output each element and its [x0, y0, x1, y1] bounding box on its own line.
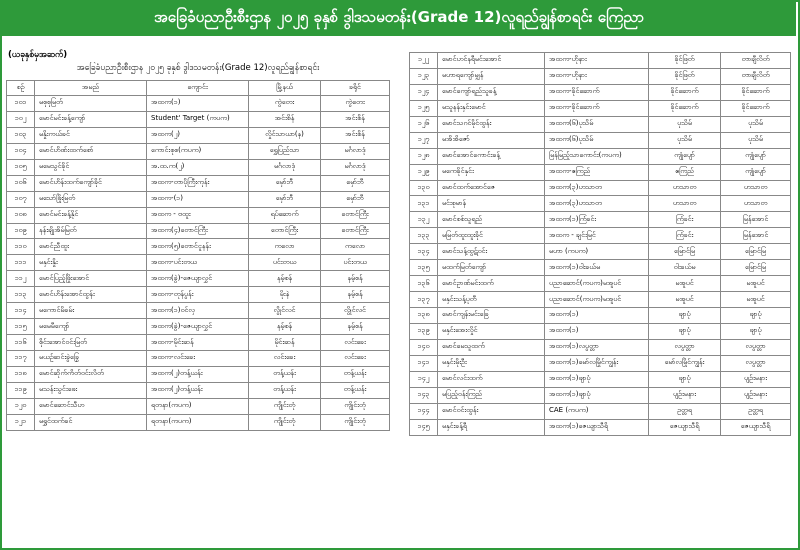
- cell-school: အ.ထ.က(၂): [147, 159, 249, 175]
- table-caption: အခြေခံပညာဦးစီးဌာန ၂၀၂၅ ခုနှစ် ဒွါဒသမတန်း(Grade 12)လူရည်ချွန်စာရင်း: [76, 63, 320, 73]
- cell-district: ကျုံပျော်: [721, 164, 791, 180]
- cell-school: အထက(၁)ဇေယျာသီရိ: [545, 419, 649, 435]
- cell-name: မောင်ဝင်းထွန်း: [438, 403, 545, 419]
- table-row: [410, 68, 791, 84]
- cell-township: ဖျာပုံ: [649, 323, 721, 339]
- cell-district: လပွတ္တာ: [721, 339, 791, 355]
- cell-no: ၁၀၉: [7, 223, 35, 239]
- col-header-no: စဉ်: [7, 81, 35, 96]
- cell-district: မအူပင်: [721, 276, 791, 292]
- cell-district: ဥတ္တရ: [721, 403, 791, 419]
- cell-no: ၁၁၃: [7, 287, 35, 303]
- cell-district: ပင်းတယ: [321, 255, 390, 271]
- cell-township: ဇေယျာသီရိ: [649, 419, 721, 435]
- cell-township: ကျိုင်းတုံ: [249, 398, 321, 414]
- cell-school: အထက(၁)ကြံခင်း: [545, 212, 649, 228]
- cell-district: တန့်ယန်း: [321, 382, 390, 398]
- cell-township: ကျုံပျော်: [649, 148, 721, 164]
- cell-name: မသန်းသွင်းဖေး: [35, 382, 147, 398]
- cell-township: မြောင်မြ: [649, 244, 721, 260]
- cell-school: အထက-တာပိုကြီးကုန်း: [147, 175, 249, 191]
- cell-name: မယဉ်ဆင်းခွဲခြွေ: [35, 351, 147, 367]
- cell-township: ပုသိမ်: [649, 132, 721, 148]
- cell-name: မောင်ဆိုက်ကိတ်ဝင်းလိတ်: [35, 366, 147, 382]
- cell-school: အထက(၃)ဟသာတ: [545, 196, 649, 212]
- banner-title: အခြေခံပညာဦးစီးဌာန ၂၀၂၅ ခုနှစ် ဒွါဒသမတန်း(Grade 12)လူရည်ချွန်စာရင်း ကြေညာ: [2, 2, 796, 36]
- cell-school: အထက-ခိုင်ဆောက်: [545, 84, 649, 100]
- cell-no: ၁၃၁: [410, 196, 438, 212]
- table-row: [410, 244, 791, 260]
- cell-no: ၁၄၂: [410, 371, 438, 387]
- cell-township: ကြံခင်း: [649, 212, 721, 228]
- cell-school: ရတနာ(ကပက): [147, 398, 249, 414]
- cell-school: အထက(ခွဲ)-ဇေယျာလွှင်: [147, 271, 249, 287]
- cell-name: မောင်ပြည့်ဖြိုးအောင်: [35, 271, 147, 287]
- cell-district: မြန်အောင်: [721, 212, 791, 228]
- cell-school: အထက(၁): [545, 323, 649, 339]
- cell-district: အင်းစိန်: [321, 111, 390, 127]
- cell-district: မြောင်မြ: [721, 260, 791, 276]
- cell-school: အထက-ပင်းတယ: [147, 255, 249, 271]
- cell-school: အထက(၅)တောင်ငူနန်း: [147, 239, 249, 255]
- table-row: [7, 319, 390, 335]
- cell-name: မရွှင်ထက်ခင်: [35, 414, 147, 430]
- cell-district: ပုသိမ်: [721, 116, 791, 132]
- cell-no: ၁၂၁: [7, 414, 35, 430]
- cell-school: အထက(၂): [147, 127, 249, 143]
- cell-township: မအူပင်: [649, 292, 721, 308]
- cell-name: မောင်ကျန်းမင်းခြေ: [438, 308, 545, 324]
- table-row: [7, 398, 390, 414]
- cell-no: ၁၃၀: [410, 180, 438, 196]
- table-row: [410, 323, 791, 339]
- cell-district: ကျိုင်းတုံ: [321, 398, 390, 414]
- cell-school: အထက(၁)ဝါးခယ်မ: [545, 260, 649, 276]
- cell-name: မနှင်းခန့်ရီ: [438, 419, 545, 435]
- cell-name: မောင်ဟိန်းအောင်ထွန်း: [35, 287, 147, 303]
- table-row: [410, 228, 791, 244]
- cell-no: ၁၀၃: [7, 127, 35, 143]
- cell-township: ခိုင်ဆောက်: [649, 84, 721, 100]
- cell-district: နမ့်စန်: [321, 271, 390, 287]
- cell-name: မောင်ညီထူး: [35, 239, 147, 255]
- left-panel: [6, 49, 390, 431]
- cell-school: အထက - ဗထူး: [147, 207, 249, 223]
- cell-school: အထက(၃)ဟသာတ: [545, 180, 649, 196]
- cell-no: ၁၄၀: [410, 339, 438, 355]
- table-row: [7, 414, 390, 430]
- col-header-name: အမည်: [35, 81, 147, 96]
- cell-name: စိုင်းအောင်ဝင်းမြတ်: [35, 335, 147, 351]
- cell-no: ၁၂၆: [410, 116, 438, 132]
- table-row: [410, 419, 791, 435]
- table-row: [410, 387, 791, 403]
- cell-no: ၁၀၂: [7, 111, 35, 127]
- cell-name: မောင်သဂင်မိုင်ထွန်း: [438, 116, 545, 132]
- cell-district: နမ့်စန်: [321, 319, 390, 335]
- cell-school: အထက(ခွဲ)-ဇေယျာလွှင်: [147, 319, 249, 335]
- cell-name: မနှင်းနှိုး: [35, 255, 147, 271]
- cell-district: မှော်ဘီ: [321, 175, 390, 191]
- cell-name: မမြတ်ထူးထူးခိုင်: [438, 228, 545, 244]
- table-row: [410, 276, 791, 292]
- cell-township: ပင်းတယ: [249, 255, 321, 271]
- cell-district: နမ့်စန်: [321, 287, 390, 303]
- table-row: [7, 271, 390, 287]
- cell-township: မှော်ဘီ: [249, 175, 321, 191]
- table-row: [410, 212, 791, 228]
- cell-township: လပွတ္တာ: [649, 339, 721, 355]
- cell-township: ခိုင်ဆောက်: [649, 100, 721, 116]
- cell-school: အထက-ဧကြည်: [545, 164, 649, 180]
- cell-no: ၁၂၀: [7, 398, 35, 414]
- cell-name: မောင်ထက်အောင်ဇေ: [438, 180, 545, 196]
- cell-name: မောင်ဟိန်းထက်ကျော်ခိုင်: [35, 175, 147, 191]
- cell-district: မှော်ဘီ: [321, 191, 390, 207]
- table-row: [410, 116, 791, 132]
- cell-no: ၁၂၇: [410, 132, 438, 148]
- cell-township: ခိုင်ဖြတ်: [649, 68, 721, 84]
- cell-name: မောင်ကျော်ရည်သူခန့်: [438, 84, 545, 100]
- cell-district: တောင်ကြီး: [321, 207, 390, 223]
- cell-school: အထက(၁)ဖျာပုံ: [545, 371, 649, 387]
- cell-name: မအိအိဇော်: [438, 132, 545, 148]
- table-row: [410, 180, 791, 196]
- results-table-right: [409, 52, 791, 436]
- cell-school: မြန်မြည့်သာကောင်း(ကပက): [545, 148, 649, 164]
- cell-no: ၁၂၈: [410, 148, 438, 164]
- cell-township: လှိုင်သာယာ(န): [249, 127, 321, 143]
- cell-name: မင်းစုမာန်: [438, 196, 545, 212]
- cell-no: ၁၁၂: [7, 271, 35, 287]
- cell-no: ၁၂၂: [410, 53, 438, 69]
- cell-district: အင်းစိန်: [321, 127, 390, 143]
- cell-no: ၁၀၁: [7, 96, 35, 112]
- cell-no: ၁၁၅: [7, 319, 35, 335]
- cell-name: မောင်သန့်ထွဋ်ဝင်း: [438, 244, 545, 260]
- table-row: [7, 335, 390, 351]
- table-row: [410, 355, 791, 371]
- table-row: [7, 223, 390, 239]
- cell-district: တာချီလိတ်: [721, 53, 791, 69]
- cell-district: ကျိုင်းတုံ: [321, 414, 390, 430]
- cell-district: ဟသာတ: [721, 196, 791, 212]
- cell-no: ၁၁၁: [7, 255, 35, 271]
- cell-district: တောင်ကြီး: [321, 223, 390, 239]
- cell-school: အထက(၁): [147, 96, 249, 112]
- cell-name: မောင်လင်းထက်: [438, 371, 545, 387]
- cell-school: ရတနာ(ကပက): [147, 414, 249, 430]
- cell-name: မစုစုမြတ်: [35, 96, 147, 112]
- cell-no: ၁၀၄: [7, 143, 35, 159]
- cell-township: မော်လမြိုင်ကျွန်း: [649, 355, 721, 371]
- table-row: [7, 255, 390, 271]
- cell-school: အထက-ခိုင်ဆောက်: [545, 100, 649, 116]
- cell-school: အထက-(၁): [147, 191, 249, 207]
- cell-school: အထက(၂)တန့်ယန်း: [147, 382, 249, 398]
- cell-school: CAE (ကပက): [545, 403, 649, 419]
- cell-school: အထက(၆)ပုသိမ်: [545, 132, 649, 148]
- cell-school: အထက-မိုင်းဆန်: [147, 335, 249, 351]
- cell-name: နန်းချိုအိမ်မြတ်: [35, 223, 147, 239]
- left-table-body: [7, 96, 390, 431]
- cell-district: မြန်အောင်: [721, 228, 791, 244]
- cell-name: မောင်ဟင်နရီမင်းအောင်: [438, 53, 545, 69]
- cell-no: ၁၁၄: [7, 303, 35, 319]
- table-row: [7, 351, 390, 367]
- cell-township: ရွှေပြည်သာ: [249, 143, 321, 159]
- cell-name: မနှင်းအေးလှိုင်: [438, 323, 545, 339]
- cell-no: ၁၀၈: [7, 207, 35, 223]
- col-header-school: ကျောင်း: [147, 81, 249, 96]
- cell-school: ကောင်းစုစ(ကပက): [147, 143, 249, 159]
- cell-township: မိုင်းဆန်: [249, 335, 321, 351]
- cell-district: ကလော: [321, 239, 390, 255]
- cell-no: ၁၄၄: [410, 403, 438, 419]
- cell-township: ပျဉ်းမနား: [649, 387, 721, 403]
- cell-township: ကျိုင်းတုံ: [249, 414, 321, 430]
- cell-township: မိုးနဲ: [249, 287, 321, 303]
- cell-township: ဥတ္တရ: [649, 403, 721, 419]
- cell-name: မကေခိုင်နှင်း: [438, 164, 545, 180]
- cell-township: တောင်ကြီး: [249, 223, 321, 239]
- cell-school: အထက-လင်းခေး: [147, 351, 249, 367]
- table-row: [410, 53, 791, 69]
- cell-township: ပုသိမ်: [649, 116, 721, 132]
- cell-name: မောင်စစ်သူရည်: [438, 212, 545, 228]
- cell-name: မောင်မင်းခန့်ကျော်: [35, 111, 147, 127]
- continued-label: (ယခုနှစ်မှအဆက်): [8, 50, 68, 60]
- cell-name: မောင်အောင်ကောင်းခန့်: [438, 148, 545, 164]
- cell-no: ၁၂၃: [410, 68, 438, 84]
- cell-school: ပညာ‌ဆောင်(ကပက)မအူပင်: [545, 292, 649, 308]
- cell-name: မောင်မင်းခန့်နိုင်: [35, 207, 147, 223]
- table-row: [7, 191, 390, 207]
- table-row: [7, 96, 390, 112]
- cell-no: ၁၁၇: [7, 351, 35, 367]
- cell-township: ဖျာပုံ: [649, 371, 721, 387]
- cell-no: ၁၂၅: [410, 100, 438, 116]
- table-row: [7, 382, 390, 398]
- cell-no: ၁၃၂: [410, 212, 438, 228]
- cell-school: အထက(၂)တန့်ယန်း: [147, 366, 249, 382]
- cell-township: ဧကြည်: [649, 164, 721, 180]
- cell-district: ဖျာပုံ: [721, 323, 791, 339]
- cell-township: ဟသာတ: [649, 196, 721, 212]
- cell-district: လပွတ္တာ: [721, 355, 791, 371]
- cell-district: တန့်ယန်း: [321, 366, 390, 382]
- cell-district: ပျဉ်းမနား: [721, 387, 791, 403]
- cell-no: ၁၃၆: [410, 276, 438, 292]
- cell-school: အထက-တုန်ပွန်း: [147, 287, 249, 303]
- table-row: [7, 127, 390, 143]
- cell-no: ၁၃၈: [410, 308, 438, 324]
- cell-school: အထက-ဟိုနား: [545, 68, 649, 84]
- cell-name: မကောင်မိခမ်း: [35, 303, 147, 319]
- right-panel: [409, 52, 790, 436]
- cell-township: လင်းခေး: [249, 351, 321, 367]
- table-row: [410, 132, 791, 148]
- cell-district: မင်္ဂလာဒုံ: [321, 159, 390, 175]
- cell-district: တာချီလိတ်: [721, 68, 791, 84]
- table-row: [7, 366, 390, 382]
- table-row: [410, 100, 791, 116]
- cell-township: ကြံခင်း: [649, 228, 721, 244]
- cell-name: မနှင်းသန့်ပုတီ: [438, 292, 545, 308]
- cell-district: မအူပင်: [721, 292, 791, 308]
- cell-no: ၁၃၅: [410, 260, 438, 276]
- cell-district: ကွဲတေး: [321, 96, 390, 112]
- table-row: [7, 239, 390, 255]
- cell-district: လင်းခေး: [321, 335, 390, 351]
- table-row: [7, 287, 390, 303]
- cell-name: မနှိုးကယ်ခင်: [35, 127, 147, 143]
- cell-name: မသော်ဖြိုးမြတ်: [35, 191, 147, 207]
- cell-township: ကလော: [249, 239, 321, 255]
- cell-township: နမ့်စန်: [249, 271, 321, 287]
- table-row: [7, 159, 390, 175]
- cell-township: ကွဲတေး: [249, 96, 321, 112]
- cell-district: လင်းခေး: [321, 351, 390, 367]
- cell-no: ၁၁၆: [7, 335, 35, 351]
- cell-no: ၁၁၈: [7, 366, 35, 382]
- table-row: [410, 292, 791, 308]
- cell-name: မောင်ဆောင်သီဟ: [35, 398, 147, 414]
- col-header-district: ခရိုင်: [321, 81, 390, 96]
- cell-township: မအူပင်: [649, 276, 721, 292]
- cell-school: အထက(၁)မော်လမြိုင်ကျွန်း: [545, 355, 649, 371]
- table-row: [410, 339, 791, 355]
- cell-district: ပုသိမ်: [721, 132, 791, 148]
- table-row: [7, 303, 390, 319]
- cell-no: ၁၄၃: [410, 387, 438, 403]
- cell-district: မင်္ဂလာဒုံ: [321, 143, 390, 159]
- cell-name: မထက်မြတ်ကျော်: [438, 260, 545, 276]
- cell-district: ခိုင်ဆောက်: [721, 100, 791, 116]
- cell-name: မနှင်းမိုးဦး: [438, 355, 545, 371]
- col-header-township: မြို့နယ်: [249, 81, 321, 96]
- table-row: [7, 143, 390, 159]
- table-row: [410, 308, 791, 324]
- cell-no: ၁၄၅: [410, 419, 438, 435]
- cell-no: ၁၃၃: [410, 228, 438, 244]
- table-row: [410, 84, 791, 100]
- cell-name: မောင်ဟိဏ်းထက်စော်: [35, 143, 147, 159]
- cell-school: မဟာ (ကပက): [545, 244, 649, 260]
- cell-township: ဖျာပုံ: [649, 308, 721, 324]
- cell-township: ရပ်ဆောက်: [249, 207, 321, 223]
- table-row: [410, 148, 791, 164]
- cell-name: မဟာရကျော်မျှန်: [438, 68, 545, 84]
- table-row: [7, 207, 390, 223]
- cell-township: ဝါးခယ်မ: [649, 260, 721, 276]
- cell-no: ၁၃၇: [410, 292, 438, 308]
- table-row: [410, 164, 791, 180]
- cell-district: ခိုင်ဆောက်: [721, 84, 791, 100]
- cell-name: မသူနန်းနှင်းမောင်: [438, 100, 545, 116]
- cell-name: မောင်မေသူထက်: [438, 339, 545, 355]
- cell-district: ဟသာတ: [721, 180, 791, 196]
- cell-township: မင်္ဂလာဒုံ: [249, 159, 321, 175]
- cell-school: အထက-ဟိုနား: [545, 53, 649, 69]
- cell-school: အထက(၁)လပွတ္တာ: [545, 339, 649, 355]
- cell-district: ပျဉ်းမနား: [721, 371, 791, 387]
- table-row: [7, 111, 390, 127]
- cell-township: မှော်ဘီ: [249, 191, 321, 207]
- cell-township: တန့်ယန်း: [249, 366, 321, 382]
- cell-school: အထက - ချင်းမြင်: [545, 228, 649, 244]
- table-row: [410, 260, 791, 276]
- cell-no: ၁၂၉: [410, 164, 438, 180]
- cell-school: အထက(၁)ဖျာပုံ: [545, 387, 649, 403]
- cell-school: အထက(၁): [545, 308, 649, 324]
- cell-township: ခိုင်ဖြတ်: [649, 53, 721, 69]
- cell-no: ၁၀၆: [7, 175, 35, 191]
- cell-township: ဟသာတ: [649, 180, 721, 196]
- table-header-row: [7, 81, 390, 96]
- cell-township: တန့်ယန်း: [249, 382, 321, 398]
- cell-name: မမေသွင်ခိုင်: [35, 159, 147, 175]
- table-row: [410, 196, 791, 212]
- cell-name: မပြည့်ဝန်းကြည်: [438, 387, 545, 403]
- cell-township: အင်းစိန်: [249, 111, 321, 127]
- cell-school: အထက(၆)ပုသိမ်: [545, 116, 649, 132]
- right-table-body: [410, 53, 791, 436]
- cell-school: Student' Target (ကပက): [147, 111, 249, 127]
- cell-name: မမေမီကျော်: [35, 319, 147, 335]
- table-row: [410, 371, 791, 387]
- results-table-left: [6, 80, 390, 431]
- cell-no: ၁၃၉: [410, 323, 438, 339]
- cell-name: မောင်ဥာဏ်မင်းထက်: [438, 276, 545, 292]
- cell-township: နမ့်စန်: [249, 319, 321, 335]
- cell-no: ၁၂၄: [410, 84, 438, 100]
- cell-school: ပညာ‌ဆောင်(ကပက)မအူပင်: [545, 276, 649, 292]
- cell-township: လွိုင်လင်: [249, 303, 321, 319]
- cell-no: ၁၀၇: [7, 191, 35, 207]
- cell-no: ၁၁၉: [7, 382, 35, 398]
- cell-no: ၁၃၄: [410, 244, 438, 260]
- table-row: [410, 403, 791, 419]
- cell-district: ကျုံပျော်: [721, 148, 791, 164]
- cell-school: အထက(၁)ဝင်လှ: [147, 303, 249, 319]
- cell-school: အထက(၄)တောင်ကြီး: [147, 223, 249, 239]
- cell-no: ၁၁၀: [7, 239, 35, 255]
- cell-district: မြောင်မြ: [721, 244, 791, 260]
- cell-district: ဇေယျာသီရိ: [721, 419, 791, 435]
- table-row: [7, 175, 390, 191]
- cell-district: လွိုင်လင်: [321, 303, 390, 319]
- cell-no: ၁၄၁: [410, 355, 438, 371]
- cell-no: ၁၀၅: [7, 159, 35, 175]
- cell-district: ဖျာပုံ: [721, 308, 791, 324]
